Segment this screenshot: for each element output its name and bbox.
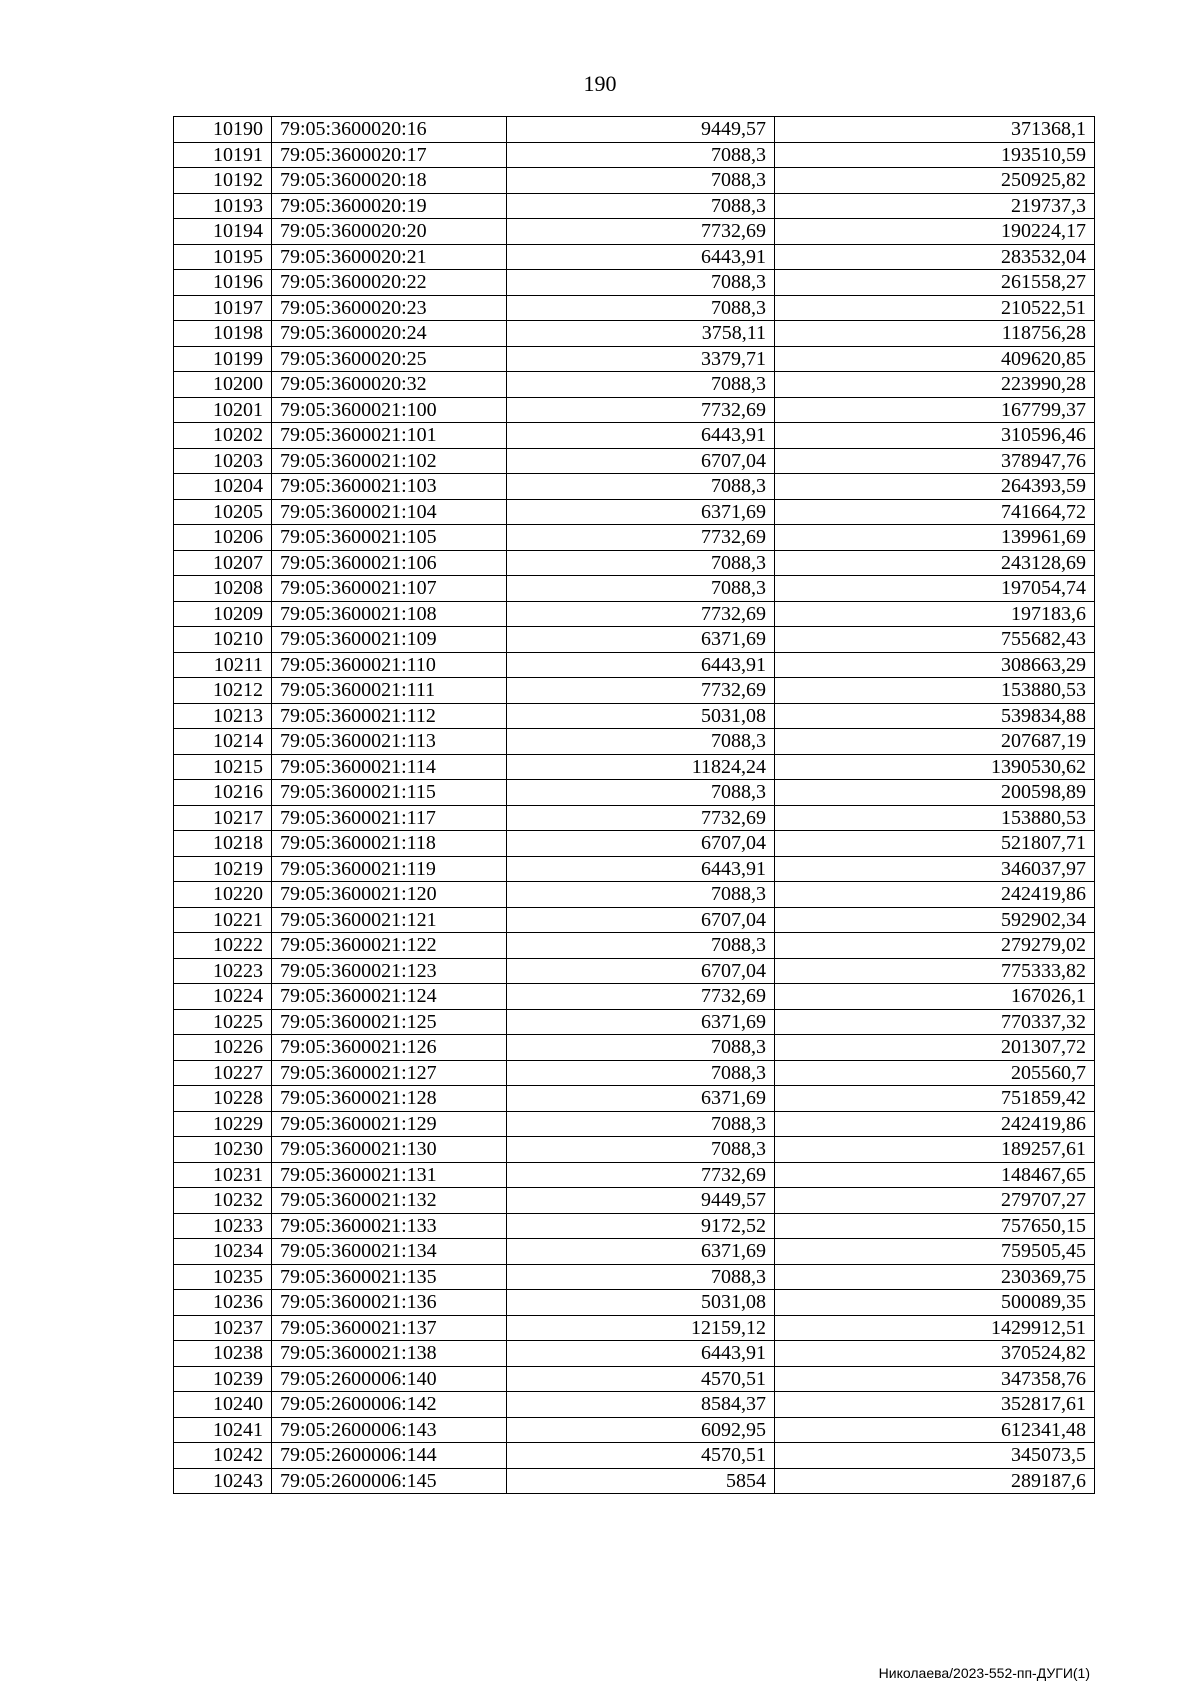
row-number: 10232 [174, 1188, 272, 1214]
cadastral-number: 79:05:3600021:126 [272, 1035, 507, 1061]
row-number: 10238 [174, 1341, 272, 1367]
table-row [174, 1188, 1095, 1214]
cost-value: 378947,76 [775, 448, 1095, 474]
cadastral-number: 79:05:2600006:143 [272, 1417, 507, 1443]
cost-value: 289187,6 [775, 1468, 1095, 1494]
row-number: 10196 [174, 270, 272, 296]
area-value: 7088,3 [507, 729, 775, 755]
area-value: 7732,69 [507, 525, 775, 551]
table-row [174, 219, 1095, 245]
area-value: 6371,69 [507, 499, 775, 525]
cost-value: 612341,48 [775, 1417, 1095, 1443]
row-number: 10217 [174, 805, 272, 831]
cost-value: 770337,32 [775, 1009, 1095, 1035]
cost-value: 409620,85 [775, 346, 1095, 372]
area-value: 6443,91 [507, 856, 775, 882]
area-value: 9449,57 [507, 117, 775, 143]
cost-value: 167026,1 [775, 984, 1095, 1010]
cost-value: 230369,75 [775, 1264, 1095, 1290]
cadastral-number: 79:05:3600021:133 [272, 1213, 507, 1239]
row-number: 10220 [174, 882, 272, 908]
table-row [174, 1417, 1095, 1443]
cadastral-number: 79:05:2600006:140 [272, 1366, 507, 1392]
cost-value: 500089,35 [775, 1290, 1095, 1316]
cadastral-number: 79:05:3600020:18 [272, 168, 507, 194]
row-number: 10190 [174, 117, 272, 143]
cost-value: 193510,59 [775, 142, 1095, 168]
cadastral-number: 79:05:3600021:122 [272, 933, 507, 959]
table-row [174, 601, 1095, 627]
area-value: 7088,3 [507, 780, 775, 806]
table-row [174, 1392, 1095, 1418]
area-value: 6707,04 [507, 448, 775, 474]
area-value: 8584,37 [507, 1392, 775, 1418]
row-number: 10236 [174, 1290, 272, 1316]
cost-value: 250925,82 [775, 168, 1095, 194]
cost-value: 197054,74 [775, 576, 1095, 602]
area-value: 7088,3 [507, 1035, 775, 1061]
table-row [174, 1341, 1095, 1367]
area-value: 6371,69 [507, 1009, 775, 1035]
row-number: 10221 [174, 907, 272, 933]
cadastral-number: 79:05:3600021:119 [272, 856, 507, 882]
cadastral-number: 79:05:3600020:22 [272, 270, 507, 296]
cadastral-number: 79:05:3600021:125 [272, 1009, 507, 1035]
cost-value: 775333,82 [775, 958, 1095, 984]
table-row [174, 678, 1095, 704]
row-number: 10203 [174, 448, 272, 474]
row-number: 10191 [174, 142, 272, 168]
cadastral-number: 79:05:3600021:123 [272, 958, 507, 984]
cadastral-number: 79:05:3600021:124 [272, 984, 507, 1010]
area-value: 7088,3 [507, 168, 775, 194]
cadastral-number: 79:05:3600021:117 [272, 805, 507, 831]
table-row [174, 652, 1095, 678]
table-row [174, 1315, 1095, 1341]
area-value: 6443,91 [507, 244, 775, 270]
area-value: 6092,95 [507, 1417, 775, 1443]
cost-value: 223990,28 [775, 372, 1095, 398]
row-number: 10207 [174, 550, 272, 576]
cost-value: 207687,19 [775, 729, 1095, 755]
row-number: 10234 [174, 1239, 272, 1265]
cadastral-number: 79:05:3600021:115 [272, 780, 507, 806]
table-row [174, 754, 1095, 780]
cost-value: 352817,61 [775, 1392, 1095, 1418]
row-number: 10233 [174, 1213, 272, 1239]
table-row [174, 448, 1095, 474]
area-value: 6371,69 [507, 1086, 775, 1112]
area-value: 7088,3 [507, 372, 775, 398]
area-value: 7088,3 [507, 550, 775, 576]
area-value: 5031,08 [507, 703, 775, 729]
row-number: 10218 [174, 831, 272, 857]
table-row [174, 499, 1095, 525]
cadastral-number: 79:05:3600020:23 [272, 295, 507, 321]
table-row [174, 1366, 1095, 1392]
cost-value: 189257,61 [775, 1137, 1095, 1163]
cadastral-number: 79:05:3600021:118 [272, 831, 507, 857]
row-number: 10216 [174, 780, 272, 806]
area-value: 7088,3 [507, 270, 775, 296]
cadastral-number: 79:05:3600021:131 [272, 1162, 507, 1188]
cost-value: 755682,43 [775, 627, 1095, 653]
cost-value: 308663,29 [775, 652, 1095, 678]
row-number: 10241 [174, 1417, 272, 1443]
cadastral-table [173, 116, 1095, 1494]
table-row [174, 474, 1095, 500]
cadastral-number: 79:05:3600020:21 [272, 244, 507, 270]
cadastral-number: 79:05:3600021:107 [272, 576, 507, 602]
cost-value: 310596,46 [775, 423, 1095, 449]
cost-value: 242419,86 [775, 882, 1095, 908]
table-row [174, 1213, 1095, 1239]
row-number: 10192 [174, 168, 272, 194]
cadastral-number: 79:05:3600021:112 [272, 703, 507, 729]
row-number: 10201 [174, 397, 272, 423]
cadastral-number: 79:05:3600021:129 [272, 1111, 507, 1137]
area-value: 6443,91 [507, 1341, 775, 1367]
area-value: 7732,69 [507, 678, 775, 704]
table-row [174, 780, 1095, 806]
row-number: 10214 [174, 729, 272, 755]
table-row [174, 1264, 1095, 1290]
area-value: 6371,69 [507, 627, 775, 653]
row-number: 10219 [174, 856, 272, 882]
cadastral-number: 79:05:3600020:32 [272, 372, 507, 398]
table-row [174, 1137, 1095, 1163]
cost-value: 197183,6 [775, 601, 1095, 627]
row-number: 10208 [174, 576, 272, 602]
area-value: 12159,12 [507, 1315, 775, 1341]
cadastral-number: 79:05:3600021:111 [272, 678, 507, 704]
cost-value: 264393,59 [775, 474, 1095, 500]
area-value: 7732,69 [507, 397, 775, 423]
table-row [174, 958, 1095, 984]
row-number: 10243 [174, 1468, 272, 1494]
table-body [174, 117, 1095, 1494]
cadastral-number: 79:05:3600021:138 [272, 1341, 507, 1367]
row-number: 10227 [174, 1060, 272, 1086]
row-number: 10222 [174, 933, 272, 959]
cadastral-number: 79:05:2600006:145 [272, 1468, 507, 1494]
area-value: 7088,3 [507, 474, 775, 500]
area-value: 9172,52 [507, 1213, 775, 1239]
cost-value: 759505,45 [775, 1239, 1095, 1265]
cost-value: 751859,42 [775, 1086, 1095, 1112]
page-number: 190 [583, 71, 617, 96]
area-value: 11824,24 [507, 754, 775, 780]
cadastral-number: 79:05:3600021:102 [272, 448, 507, 474]
row-number: 10223 [174, 958, 272, 984]
table-row [174, 397, 1095, 423]
table-row [174, 703, 1095, 729]
row-number: 10225 [174, 1009, 272, 1035]
table-row [174, 1086, 1095, 1112]
cadastral-number: 79:05:2600006:142 [272, 1392, 507, 1418]
area-value: 5031,08 [507, 1290, 775, 1316]
table-row [174, 168, 1095, 194]
cost-value: 261558,27 [775, 270, 1095, 296]
cadastral-number: 79:05:3600021:132 [272, 1188, 507, 1214]
cost-value: 345073,5 [775, 1443, 1095, 1469]
area-value: 3379,71 [507, 346, 775, 372]
cadastral-number: 79:05:3600020:24 [272, 321, 507, 347]
cadastral-number: 79:05:3600021:110 [272, 652, 507, 678]
cadastral-number: 79:05:3600021:100 [272, 397, 507, 423]
cost-value: 167799,37 [775, 397, 1095, 423]
cost-value: 201307,72 [775, 1035, 1095, 1061]
cost-value: 242419,86 [775, 1111, 1095, 1137]
table-row [174, 1060, 1095, 1086]
cadastral-number: 79:05:2600006:144 [272, 1443, 507, 1469]
row-number: 10193 [174, 193, 272, 219]
table-row [174, 321, 1095, 347]
cadastral-number: 79:05:3600021:108 [272, 601, 507, 627]
area-value: 7088,3 [507, 1060, 775, 1086]
document-footer: Николаева/2023-552-пп-ДУГИ(1) [878, 1665, 1090, 1681]
cadastral-number: 79:05:3600021:105 [272, 525, 507, 551]
cadastral-number: 79:05:3600021:109 [272, 627, 507, 653]
cost-value: 371368,1 [775, 117, 1095, 143]
row-number: 10211 [174, 652, 272, 678]
area-value: 7088,3 [507, 1111, 775, 1137]
table-row [174, 193, 1095, 219]
cost-value: 139961,69 [775, 525, 1095, 551]
cost-value: 219737,3 [775, 193, 1095, 219]
area-value: 7732,69 [507, 1162, 775, 1188]
cost-value: 153880,53 [775, 805, 1095, 831]
row-number: 10204 [174, 474, 272, 500]
cost-value: 347358,76 [775, 1366, 1095, 1392]
table-row [174, 525, 1095, 551]
cadastral-number: 79:05:3600021:120 [272, 882, 507, 908]
cadastral-number: 79:05:3600020:25 [272, 346, 507, 372]
area-value: 7732,69 [507, 601, 775, 627]
cadastral-number: 79:05:3600021:106 [272, 550, 507, 576]
table-row [174, 1443, 1095, 1469]
area-value: 7088,3 [507, 1264, 775, 1290]
row-number: 10205 [174, 499, 272, 525]
row-number: 10197 [174, 295, 272, 321]
table-row [174, 117, 1095, 143]
table-row [174, 550, 1095, 576]
cost-value: 190224,17 [775, 219, 1095, 245]
row-number: 10229 [174, 1111, 272, 1137]
cost-value: 741664,72 [775, 499, 1095, 525]
table-row [174, 1162, 1095, 1188]
area-value: 9449,57 [507, 1188, 775, 1214]
area-value: 6707,04 [507, 831, 775, 857]
area-value: 7088,3 [507, 933, 775, 959]
row-number: 10198 [174, 321, 272, 347]
table-row [174, 856, 1095, 882]
cadastral-number: 79:05:3600021:135 [272, 1264, 507, 1290]
cost-value: 118756,28 [775, 321, 1095, 347]
row-number: 10210 [174, 627, 272, 653]
area-value: 6707,04 [507, 907, 775, 933]
row-number: 10242 [174, 1443, 272, 1469]
table-row [174, 933, 1095, 959]
cost-value: 200598,89 [775, 780, 1095, 806]
table-row [174, 882, 1095, 908]
table-row [174, 576, 1095, 602]
row-number: 10230 [174, 1137, 272, 1163]
cost-value: 153880,53 [775, 678, 1095, 704]
area-value: 6371,69 [507, 1239, 775, 1265]
row-number: 10228 [174, 1086, 272, 1112]
row-number: 10206 [174, 525, 272, 551]
table-row [174, 627, 1095, 653]
area-value: 4570,51 [507, 1366, 775, 1392]
area-value: 7088,3 [507, 1137, 775, 1163]
area-value: 7732,69 [507, 984, 775, 1010]
table-row [174, 1035, 1095, 1061]
table-row [174, 1290, 1095, 1316]
area-value: 7088,3 [507, 882, 775, 908]
cost-value: 243128,69 [775, 550, 1095, 576]
table-row [174, 142, 1095, 168]
cost-value: 283532,04 [775, 244, 1095, 270]
cost-value: 757650,15 [775, 1213, 1095, 1239]
table-row [174, 831, 1095, 857]
cost-value: 592902,34 [775, 907, 1095, 933]
row-number: 10209 [174, 601, 272, 627]
row-number: 10212 [174, 678, 272, 704]
cadastral-number: 79:05:3600020:20 [272, 219, 507, 245]
cadastral-number: 79:05:3600021:130 [272, 1137, 507, 1163]
area-value: 5854 [507, 1468, 775, 1494]
cost-value: 539834,88 [775, 703, 1095, 729]
row-number: 10231 [174, 1162, 272, 1188]
cadastral-number: 79:05:3600020:19 [272, 193, 507, 219]
row-number: 10239 [174, 1366, 272, 1392]
table-row [174, 1111, 1095, 1137]
area-value: 4570,51 [507, 1443, 775, 1469]
table-row [174, 270, 1095, 296]
cadastral-number: 79:05:3600021:134 [272, 1239, 507, 1265]
row-number: 10195 [174, 244, 272, 270]
cost-value: 370524,82 [775, 1341, 1095, 1367]
table-row [174, 346, 1095, 372]
cadastral-number: 79:05:3600021:121 [272, 907, 507, 933]
cadastral-number: 79:05:3600021:113 [272, 729, 507, 755]
row-number: 10240 [174, 1392, 272, 1418]
cost-value: 148467,65 [775, 1162, 1095, 1188]
cost-value: 279279,02 [775, 933, 1095, 959]
area-value: 7732,69 [507, 805, 775, 831]
cadastral-number: 79:05:3600021:103 [272, 474, 507, 500]
row-number: 10194 [174, 219, 272, 245]
row-number: 10200 [174, 372, 272, 398]
table-row [174, 244, 1095, 270]
cost-value: 1429912,51 [775, 1315, 1095, 1341]
table-row [174, 729, 1095, 755]
cadastral-number: 79:05:3600021:127 [272, 1060, 507, 1086]
row-number: 10199 [174, 346, 272, 372]
table-row [174, 1009, 1095, 1035]
row-number: 10237 [174, 1315, 272, 1341]
table-row [174, 1468, 1095, 1494]
cost-value: 521807,71 [775, 831, 1095, 857]
row-number: 10226 [174, 1035, 272, 1061]
cadastral-number: 79:05:3600021:104 [272, 499, 507, 525]
area-value: 7088,3 [507, 193, 775, 219]
row-number: 10202 [174, 423, 272, 449]
cadastral-number: 79:05:3600021:101 [272, 423, 507, 449]
cost-value: 1390530,62 [775, 754, 1095, 780]
table-row [174, 805, 1095, 831]
cadastral-number: 79:05:3600021:114 [272, 754, 507, 780]
cost-value: 279707,27 [775, 1188, 1095, 1214]
cadastral-number: 79:05:3600021:137 [272, 1315, 507, 1341]
cadastral-number: 79:05:3600021:136 [272, 1290, 507, 1316]
cadastral-number: 79:05:3600020:17 [272, 142, 507, 168]
area-value: 6707,04 [507, 958, 775, 984]
cost-value: 210522,51 [775, 295, 1095, 321]
table-row [174, 907, 1095, 933]
table-row [174, 1239, 1095, 1265]
area-value: 7088,3 [507, 576, 775, 602]
table-row [174, 423, 1095, 449]
area-value: 7088,3 [507, 142, 775, 168]
cost-value: 346037,97 [775, 856, 1095, 882]
row-number: 10215 [174, 754, 272, 780]
area-value: 7732,69 [507, 219, 775, 245]
table-row [174, 372, 1095, 398]
area-value: 6443,91 [507, 652, 775, 678]
row-number: 10224 [174, 984, 272, 1010]
table-row [174, 984, 1095, 1010]
cost-value: 205560,7 [775, 1060, 1095, 1086]
area-value: 3758,11 [507, 321, 775, 347]
area-value: 6443,91 [507, 423, 775, 449]
cadastral-number: 79:05:3600021:128 [272, 1086, 507, 1112]
area-value: 7088,3 [507, 295, 775, 321]
cadastral-number: 79:05:3600020:16 [272, 117, 507, 143]
table-row [174, 295, 1095, 321]
row-number: 10213 [174, 703, 272, 729]
row-number: 10235 [174, 1264, 272, 1290]
